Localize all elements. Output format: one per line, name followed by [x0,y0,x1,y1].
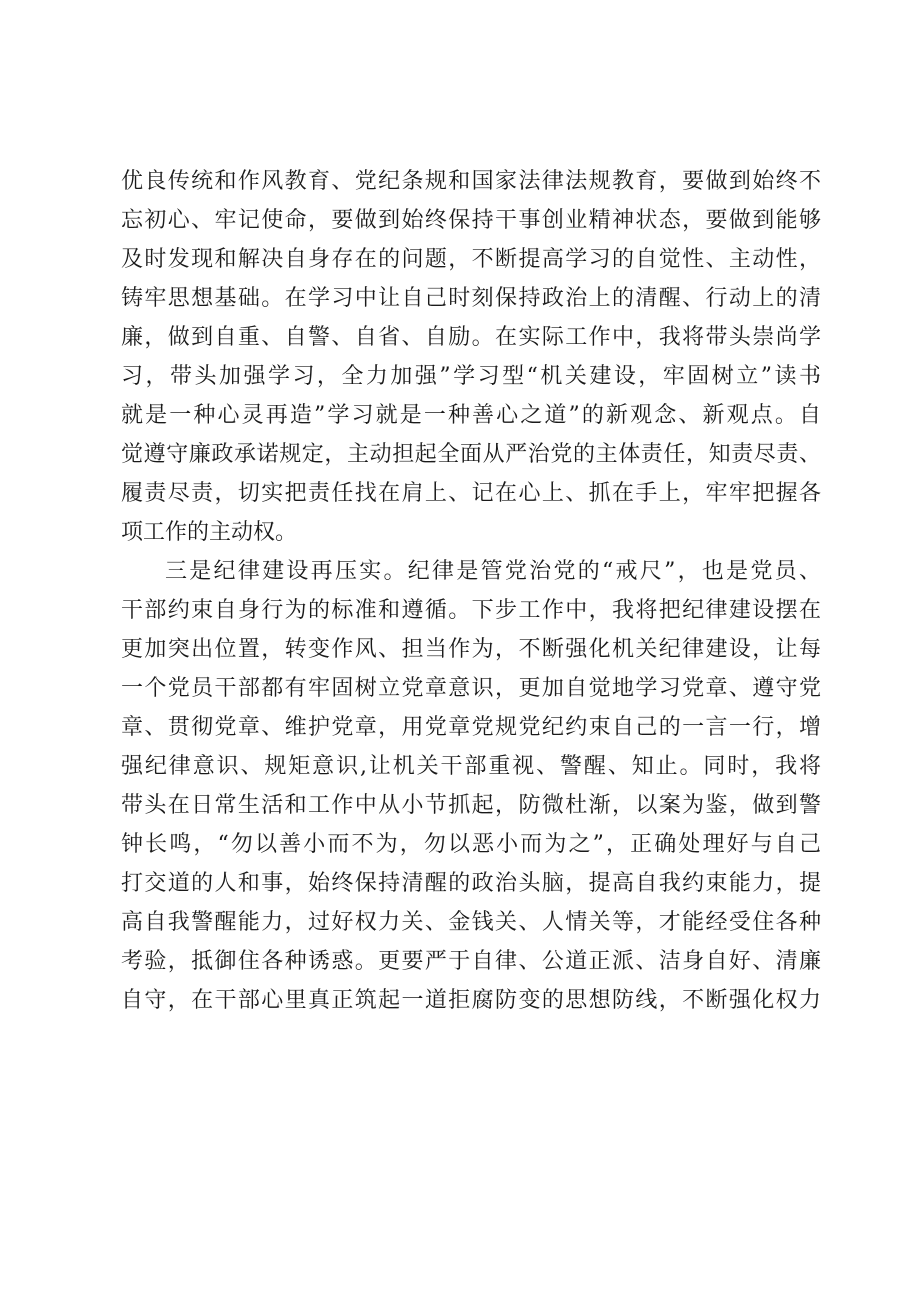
text-line: 优良传统和作风教育、党纪条规和国家法律法规教育，要做到始终不 [121,169,821,194]
text-line: 干部约束自身行为的标准和遵循。下步工作中，我将把纪律建设摆在 [121,598,821,623]
text-line: 自守，在干部心里真正筑起一道拒腐防变的思想防线，不断强化权力 [121,988,821,1013]
text-line: 章、贯彻党章、维护党章，用党章党规党纪约束自己的一言一行，增 [121,715,821,740]
text-line: 及时发现和解决自身存在的问题，不断提高学习的自觉性、主动性， [121,247,821,272]
text-line: 高自我警醒能力，过好权力关、金钱关、人情关等，才能经受住各种 [121,910,821,935]
text-line: 三是纪律建设再压实。纪律是管党治党的“戒尺”，也是党员、 [165,559,821,584]
text-line: 项工作的主动权。 [121,520,298,545]
text-line: 钟长鸣，“勿以善小而不为，勿以恶小而为之”，正确处理好与自己 [121,832,821,857]
text-line: 觉遵守廉政承诺规定，主动担起全面从严治党的主体责任，知责尽责、 [121,442,821,467]
text-line: 廉，做到自重、自警、自省、自励。在实际工作中，我将带头崇尚学 [121,325,821,350]
paragraph-1 [121,162,821,552]
text-line: 忘初心、牢记使命，要做到始终保持干事创业精神状态，要做到能够 [121,208,821,233]
text-line: 一个党员干部都有牢固树立党章意识，更加自觉地学习党章、遵守党 [121,676,821,701]
text-line: 更加突出位置，转变作风、担当作为，不断强化机关纪律建设，让每 [121,637,821,662]
text-line: 打交道的人和事，始终保持清醒的政治头脑，提高自我约束能力，提 [121,871,821,896]
text-line: 考验，抵御住各种诱惑。更要严于自律、公道正派、洁身自好、清廉 [121,949,821,974]
text-line: 带头在日常生活和工作中从小节抓起，防微杜渐，以案为鉴，做到警 [121,793,821,818]
text-line: 铸牢思想基础。在学习中让自己时刻保持政治上的清醒、行动上的清 [121,286,821,311]
text-line: 就是一种心灵再造”学习就是一种善心之道”的新观念、新观点。自 [121,403,821,428]
paragraph-2 [121,552,821,1020]
text-line: 强纪律意识、规矩意识,让机关干部重视、警醒、知止。同时，我将 [121,754,821,779]
text-line: 习，带头加强学习，全力加强”学习型“机关建设，牢固树立”读书 [121,364,821,389]
body-text [121,162,821,1020]
text-line: 履责尽责，切实把责任找在肩上、记在心上、抓在手上，牢牢把握各 [121,481,821,506]
